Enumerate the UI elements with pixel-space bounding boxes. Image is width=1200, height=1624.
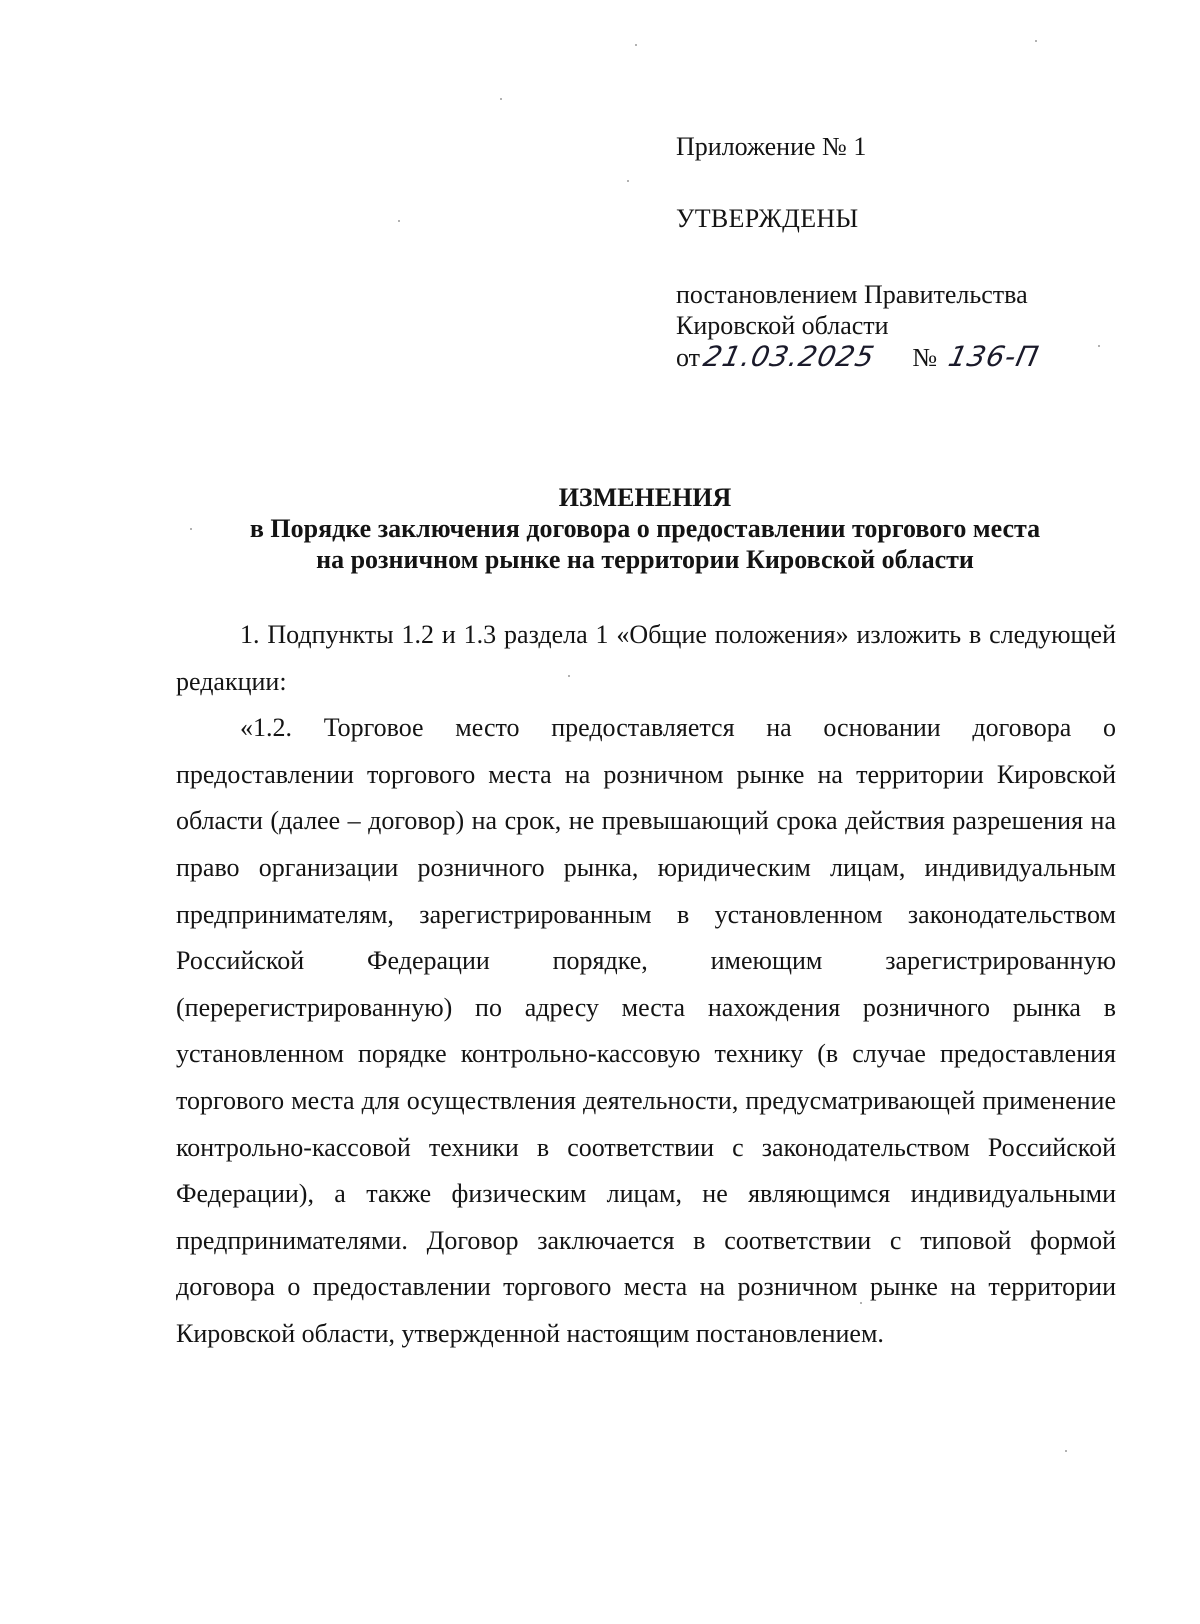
- decree-line-1: постановлением Правительства: [676, 280, 1028, 309]
- title-line-2: в Порядке заключения договора о предоставлении торгового места: [249, 514, 1041, 543]
- approved-label: УТВЕРЖДЕНЫ: [676, 204, 859, 233]
- handwritten-date: 21.03.2025: [700, 340, 878, 373]
- paragraph-2: «1.2. Торговое место предоставляется на основании договора о предоставлении торгового места на розничном рынке на территории Кировской области (далее – договор) на срок, не превышающий срока действия разрешения на право организации розничного рынка, юридическим лицам, индивидуальным предпринимателям, зарегистрированным в установленном законодательством Российской Федерации порядке, имеющим зарегистрированную (перерегистрированную) по адресу места нахождения розничного рынка в установленном порядке контрольно-кассовую технику (в случае предоставления торгового места для осуществления деятельности, предусматривающей применение контрольно-кассовой техники в соответствии с законодательством Российской Федерации), а также физическим лицам, не являющимся индивидуальными предпринимателями. Договор заключается в соответствии с типовой формой договора о предоставлении торгового места на розничном рынке на территории Кировской области, утвержденной настоящим постановлением.: [176, 713, 1116, 1348]
- scan-speck: [500, 98, 502, 100]
- scan-speck: [568, 675, 570, 677]
- number-sign: №: [912, 343, 938, 372]
- document-body: [176, 612, 1116, 1358]
- title-line-1: ИЗМЕНЕНИЯ: [558, 483, 732, 512]
- scan-speck: [627, 180, 629, 182]
- date-prefix: от: [676, 343, 701, 372]
- approval-block: [676, 131, 1116, 373]
- scan-speck: [1035, 40, 1037, 42]
- title-line-3: на розничном рынке на территории Кировской области: [316, 545, 974, 574]
- scan-speck: [635, 44, 637, 46]
- paragraph-1: 1. Подпункты 1.2 и 1.3 раздела 1 «Общие положения» изложить в следующей редакции:: [176, 620, 1116, 696]
- handwritten-number: 136-П: [945, 340, 1043, 373]
- document-title: [120, 482, 1170, 575]
- scan-speck: [1098, 345, 1100, 347]
- scan-speck: [1065, 1450, 1067, 1452]
- decree-date-line: [676, 340, 1043, 373]
- decree-reference: [676, 279, 1043, 373]
- appendix-label: Приложение № 1: [676, 132, 867, 161]
- scan-speck: [190, 528, 192, 530]
- scan-speck: [398, 220, 400, 222]
- decree-line-2: Кировской области: [676, 311, 889, 340]
- scan-speck: [860, 1302, 862, 1304]
